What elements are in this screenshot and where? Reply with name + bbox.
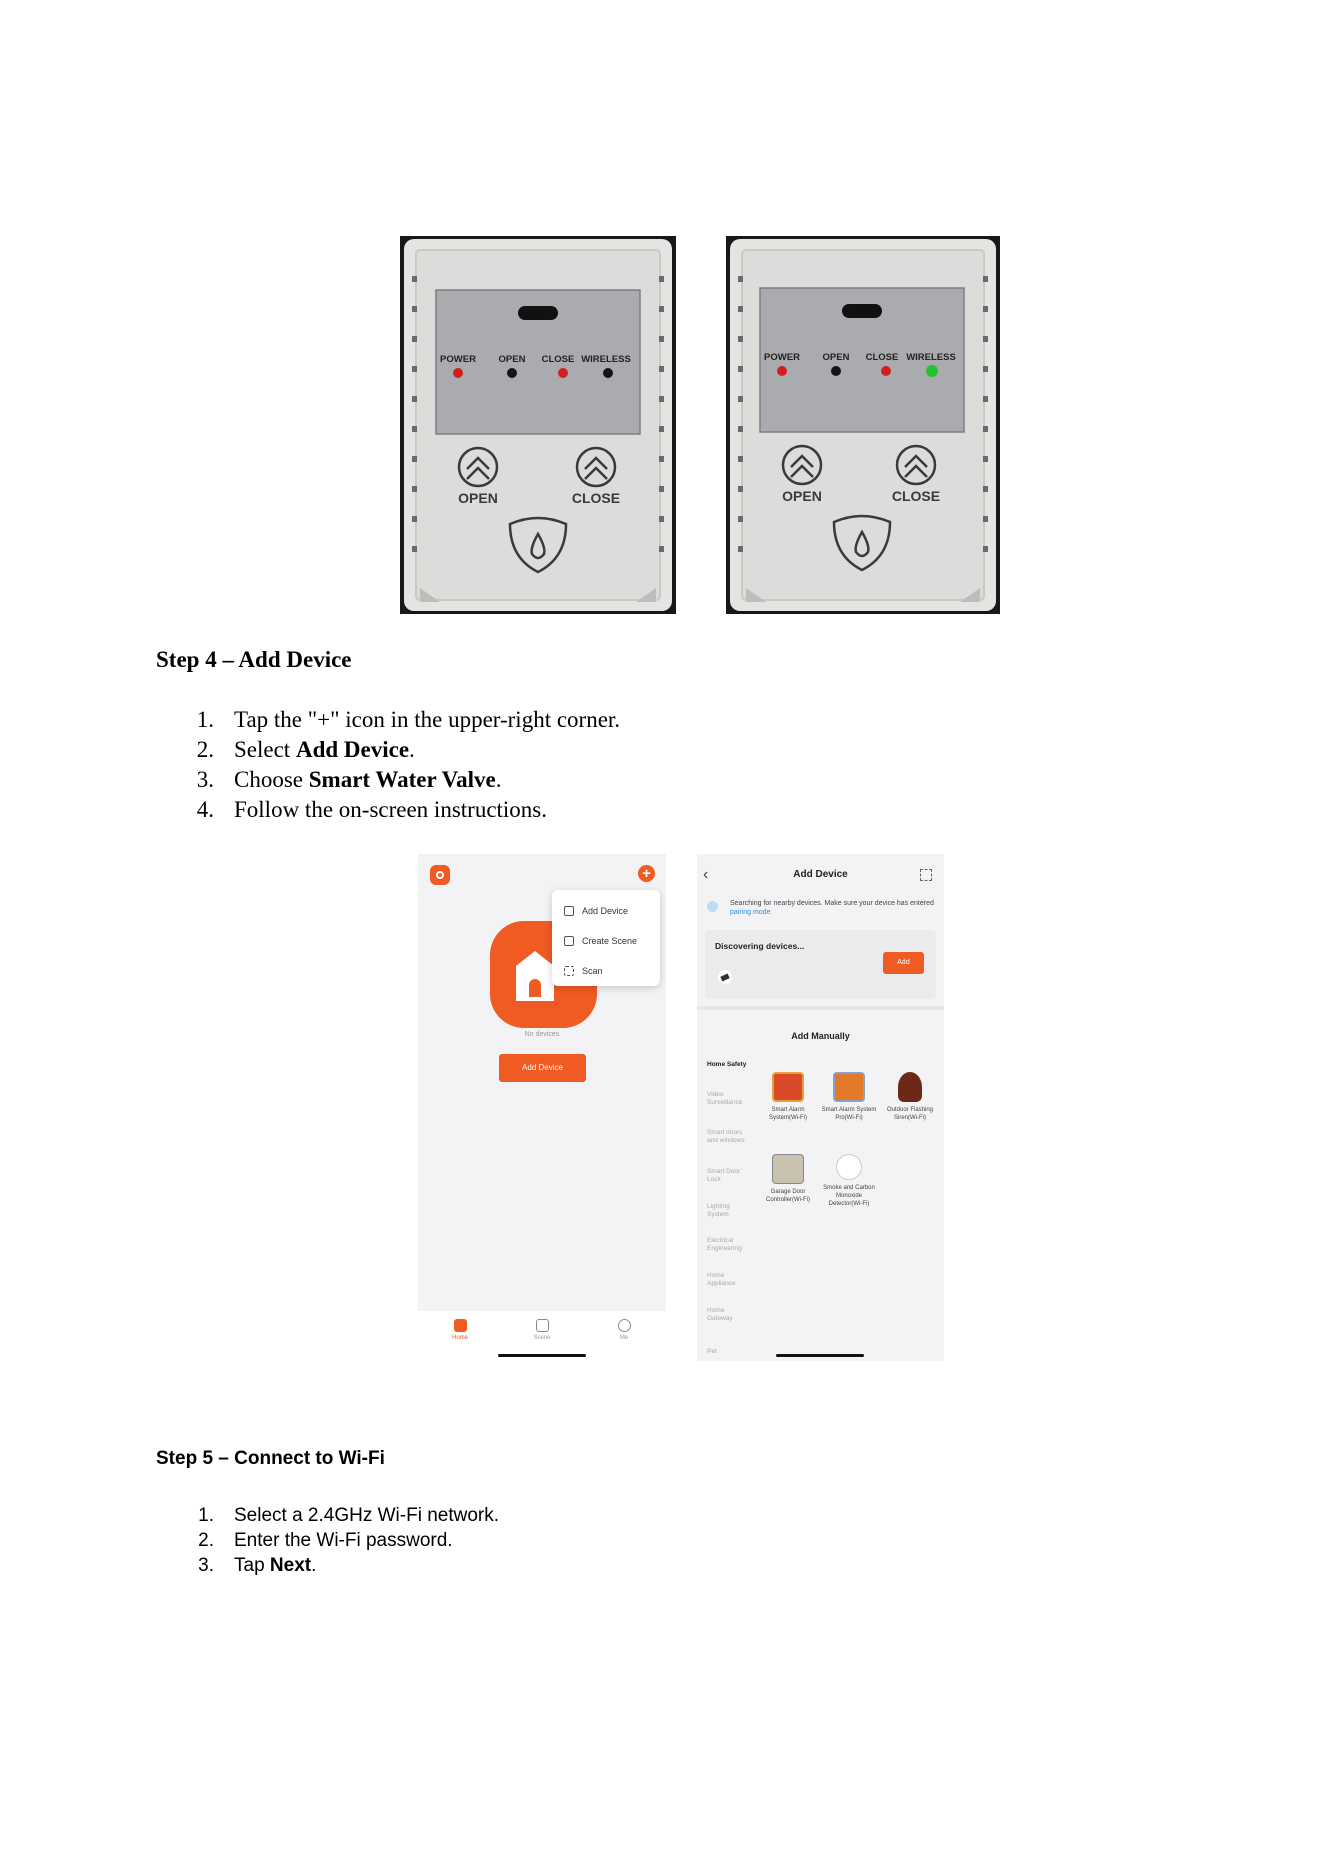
- add-device-button[interactable]: Add Device: [499, 1054, 586, 1082]
- alarm-system-pro-icon: [833, 1072, 865, 1102]
- list-number: 3.: [196, 767, 214, 792]
- list-text: Select Add Device.: [234, 737, 415, 762]
- list-number: 1.: [196, 707, 214, 732]
- scan-icon[interactable]: [920, 869, 932, 881]
- led-power: [777, 366, 787, 376]
- plus-icon[interactable]: +: [638, 865, 655, 882]
- tab-scene[interactable]: Scene: [522, 1319, 562, 1341]
- indicator-label: CLOSE: [541, 354, 575, 365]
- discovering-label: Discovering devices...: [715, 941, 805, 951]
- list-item: [156, 705, 620, 735]
- category-item[interactable]: Electrical Engineering: [707, 1237, 742, 1252]
- list-text: Tap Next.: [234, 1555, 317, 1576]
- category-item[interactable]: Home Appliance: [707, 1272, 736, 1287]
- valve-device-icon[interactable]: [718, 970, 732, 984]
- led-close: [881, 366, 891, 376]
- list-item: [156, 1528, 499, 1553]
- indicator-label: WIRELESS: [581, 354, 631, 365]
- list-number: 2.: [198, 1530, 214, 1551]
- step4-list: [156, 705, 620, 825]
- back-icon[interactable]: ‹: [703, 866, 709, 883]
- category-item[interactable]: Pet: [707, 1348, 717, 1355]
- list-text: Tap the "+" icon in the upper-right corner.: [234, 707, 621, 732]
- product-tile[interactable]: Smart Alarm System(Wi-Fi): [760, 1072, 816, 1122]
- step5-heading: Step 5 – Connect to Wi-Fi: [156, 1448, 385, 1469]
- add-manually-title: Add Manually: [791, 1031, 850, 1041]
- divider: [697, 1006, 944, 1010]
- button-label: OPEN: [782, 488, 822, 504]
- scan-icon: [564, 966, 574, 976]
- menu-item-create-scene[interactable]: Create Scene: [552, 926, 660, 956]
- add-menu: [552, 890, 660, 986]
- siren-icon: [898, 1072, 922, 1102]
- device-photo-after: [726, 236, 1000, 614]
- indicator-label: CLOSE: [865, 352, 899, 363]
- searching-icon: [707, 901, 718, 912]
- list-text: Select a 2.4GHz Wi-Fi network.: [234, 1505, 500, 1526]
- list-number: 4.: [196, 797, 214, 822]
- home-indicator: [776, 1354, 864, 1357]
- checkbox-icon: [536, 1319, 549, 1332]
- list-item: [156, 765, 620, 795]
- list-item: [156, 1503, 499, 1528]
- list-number: 2.: [196, 737, 214, 762]
- product-tile[interactable]: Smoke and Carbon Monoxide Detector(Wi-Fi): [821, 1154, 877, 1208]
- screen-title: Add Device: [793, 869, 848, 880]
- list-text: Choose Smart Water Valve.: [234, 767, 502, 792]
- list-number: 1.: [198, 1505, 214, 1526]
- home-icon: [454, 1319, 467, 1332]
- edit-icon: [564, 936, 574, 946]
- button-label: CLOSE: [571, 490, 621, 506]
- menu-item-scan[interactable]: Scan: [552, 956, 660, 986]
- button-label: OPEN: [458, 490, 498, 506]
- device-photo-before: [400, 236, 676, 614]
- app-logo-icon[interactable]: [430, 865, 450, 885]
- led-wireless: [603, 368, 613, 378]
- list-number: 3.: [198, 1555, 214, 1576]
- step5-list: [156, 1503, 499, 1578]
- menu-item-add-device[interactable]: Add Device: [552, 896, 660, 926]
- tab-me[interactable]: Me: [604, 1319, 644, 1341]
- user-icon: [618, 1319, 631, 1332]
- list-text: Enter the Wi-Fi password.: [234, 1530, 453, 1551]
- category-item[interactable]: Smart Door Lock: [707, 1168, 741, 1183]
- product-tile[interactable]: Garage Door Controller(Wi-Fi): [760, 1154, 816, 1204]
- step4-heading: Step 4 – Add Device: [156, 647, 352, 672]
- smoke-detector-icon: [836, 1154, 862, 1180]
- garage-door-icon: [772, 1154, 804, 1184]
- category-item[interactable]: Lighting System: [707, 1203, 730, 1218]
- indicator-label: POWER: [440, 354, 476, 365]
- list-item: [156, 735, 620, 765]
- add-button[interactable]: Add: [883, 952, 924, 974]
- button-label: CLOSE: [891, 488, 941, 504]
- add-device-screenshot: [697, 854, 944, 1361]
- list-text: Follow the on-screen instructions.: [234, 797, 548, 822]
- led-open: [507, 368, 517, 378]
- led-close: [558, 368, 568, 378]
- empty-state-text: No devices: [524, 1031, 560, 1038]
- app-home-screenshot: [418, 854, 666, 1361]
- led-open: [831, 366, 841, 376]
- category-item[interactable]: Video Surveillance: [707, 1091, 743, 1106]
- indicator-label: WIRELESS: [906, 352, 956, 363]
- category-item[interactable]: Smart doors and windows: [707, 1129, 745, 1144]
- home-indicator: [498, 1354, 586, 1357]
- device-icon: [564, 906, 574, 916]
- led-power: [453, 368, 463, 378]
- led-wireless: [926, 365, 938, 377]
- category-item[interactable]: Home Safety: [707, 1061, 747, 1068]
- product-tile[interactable]: Smart Alarm System Pro(Wi-Fi): [821, 1072, 877, 1122]
- indicator-label: OPEN: [498, 354, 526, 365]
- category-item[interactable]: Home Gateway: [707, 1307, 733, 1322]
- indicator-label: OPEN: [822, 352, 850, 363]
- alarm-system-icon: [772, 1072, 804, 1102]
- indicator-label: POWER: [764, 352, 800, 363]
- list-item: [156, 1553, 499, 1578]
- searching-text: Searching for nearby devices. Make sure your device has entered pairing mode: [730, 900, 934, 916]
- list-item: [156, 795, 620, 825]
- product-tile[interactable]: Outdoor Flashing Siren(Wi-Fi): [882, 1072, 938, 1122]
- tab-home[interactable]: Home: [440, 1319, 480, 1341]
